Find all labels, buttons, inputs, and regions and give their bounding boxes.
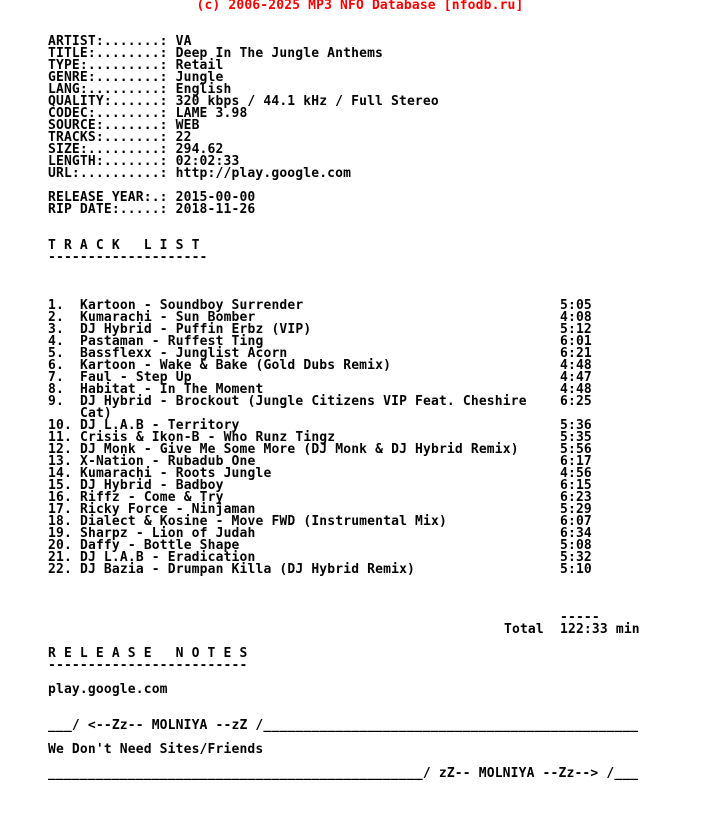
track-time: 6:25 bbox=[560, 394, 592, 409]
info-size: SIZE:.........: 294.62 bbox=[48, 142, 224, 157]
track-time: 5:36 bbox=[560, 418, 592, 433]
track-time: 4:48 bbox=[560, 382, 592, 397]
track-time: 4:47 bbox=[560, 370, 592, 385]
track-number: 17. bbox=[48, 502, 72, 517]
track-number: 8. bbox=[48, 382, 64, 397]
track-number: 9. bbox=[48, 394, 64, 409]
track-number: 16. bbox=[48, 490, 72, 505]
track-time: 6:34 bbox=[560, 526, 592, 541]
release-year: RELEASE YEAR:.: 2015-00-00 bbox=[48, 190, 256, 205]
total-value: 122:33 min bbox=[560, 622, 640, 637]
info-url: URL:..........: http://play.google.com bbox=[48, 166, 352, 181]
track-name: Daffy - Bottle Shape bbox=[80, 538, 240, 553]
track-name: Kumarachi - Roots Jungle bbox=[80, 466, 272, 481]
track-time: 4:56 bbox=[560, 466, 592, 481]
info-lang: LANG:.........: English bbox=[48, 82, 232, 97]
track-name: Kartoon - Wake & Bake (Gold Dubs Remix) bbox=[80, 358, 392, 373]
track-time: 4:48 bbox=[560, 358, 592, 373]
info-type: TYPE:.........: Retail bbox=[48, 58, 224, 73]
track-time: 6:23 bbox=[560, 490, 592, 505]
track-name: Riffz - Come & Try bbox=[80, 490, 224, 505]
info-tracks: TRACKS:.......: 22 bbox=[48, 130, 192, 145]
info-codec: CODEC:........: LAME 3.98 bbox=[48, 106, 248, 121]
track-name: DJ L.A.B - Territory bbox=[80, 418, 240, 433]
track-name: Kumarachi - Sun Bomber bbox=[80, 310, 256, 325]
track-name: Kartoon - Soundboy Surrender bbox=[80, 298, 304, 313]
track-name: Crisis & Ikon-B - Who Runz Tingz bbox=[80, 430, 336, 445]
track-name: DJ Hybrid - Puffin Erbz (VIP) bbox=[80, 322, 312, 337]
track-time: 6:15 bbox=[560, 478, 592, 493]
track-number: 20. bbox=[48, 538, 72, 553]
track-time: 6:17 bbox=[560, 454, 592, 469]
track-number: 1. bbox=[48, 298, 64, 313]
info-genre: GENRE:........: Jungle bbox=[48, 70, 224, 85]
track-time: 5:05 bbox=[560, 298, 592, 313]
track-name: Pastaman - Ruffest Ting bbox=[80, 334, 264, 349]
track-time: 5:35 bbox=[560, 430, 592, 445]
track-name: DJ Bazia - Drumpan Killa (DJ Hybrid Remix) bbox=[80, 562, 416, 577]
release-notes-underline: ------------------------- bbox=[48, 658, 248, 673]
track-number: 21. bbox=[48, 550, 72, 565]
signature-bottom: _______________________________________________/ zZ-- MOLNIYA --Zz--> /___ bbox=[48, 766, 639, 781]
release-notes-heading: R E L E A S E N O T E S bbox=[48, 646, 248, 661]
tracklist-underline: -------------------- bbox=[48, 250, 208, 265]
tracklist-heading: T R A C K L I S T bbox=[48, 238, 200, 253]
track-time: 5:12 bbox=[560, 322, 592, 337]
track-number: 10. bbox=[48, 418, 72, 433]
track-number: 14. bbox=[48, 466, 72, 481]
signature-top: ___/ <--Zz-- MOLNIYA --zZ /_______________________________________________ bbox=[48, 718, 639, 733]
track-time: 5:29 bbox=[560, 502, 592, 517]
release-notes-text: play.google.com bbox=[48, 682, 168, 697]
track-number: 13. bbox=[48, 454, 72, 469]
track-time: 5:08 bbox=[560, 538, 592, 553]
info-length: LENGTH:.......: 02:02:33 bbox=[48, 154, 240, 169]
rip-date: RIP DATE:.....: 2018-11-26 bbox=[48, 202, 256, 217]
track-time: 5:10 bbox=[560, 562, 592, 577]
track-time: 6:01 bbox=[560, 334, 592, 349]
track-number: 5. bbox=[48, 346, 64, 361]
track-number: 4. bbox=[48, 334, 64, 349]
database-header: (c) 2006-2025 MP3 NFO Database [nfodb.ru] bbox=[196, 0, 524, 13]
track-name: DJ L.A.B - Eradication bbox=[80, 550, 256, 565]
track-number: 12. bbox=[48, 442, 72, 457]
track-number: 18. bbox=[48, 514, 72, 529]
track-time: 5:32 bbox=[560, 550, 592, 565]
track-name: Habitat - In The Moment bbox=[80, 382, 264, 397]
track-time: 4:08 bbox=[560, 310, 592, 325]
track-name: Dialect & Kosine - Move FWD (Instrumental Mix) bbox=[80, 514, 447, 529]
track-name: X-Nation - Rubadub One bbox=[80, 454, 256, 469]
track-time: 6:07 bbox=[560, 514, 592, 529]
track-number: 11. bbox=[48, 430, 72, 445]
track-number: 19. bbox=[48, 526, 72, 541]
info-quality: QUALITY:......: 320 kbps / 44.1 kHz / Full Stereo bbox=[48, 94, 439, 109]
track-number: 3. bbox=[48, 322, 64, 337]
track-number: 15. bbox=[48, 478, 72, 493]
track-number: 7. bbox=[48, 370, 64, 385]
track-name: DJ Hybrid - Brockout (Jungle Citizens VIP Feat. Cheshire bbox=[80, 394, 527, 409]
track-name: DJ Hybrid - Badboy bbox=[80, 478, 224, 493]
track-name: Bassflexx - Junglist Acorn bbox=[80, 346, 288, 361]
track-name: Ricky Force - Ninjaman bbox=[80, 502, 256, 517]
track-name: Faul - Step Up bbox=[80, 370, 192, 385]
track-number: 2. bbox=[48, 310, 64, 325]
total-label: Total bbox=[504, 622, 544, 637]
track-name-continued: Cat) bbox=[80, 406, 112, 421]
info-title: TITLE:........: Deep In The Jungle Anthems bbox=[48, 46, 384, 61]
track-number: 6. bbox=[48, 358, 64, 373]
track-name: Sharpz - Lion of Judah bbox=[80, 526, 256, 541]
tagline: We Don't Need Sites/Friends bbox=[48, 742, 264, 757]
track-name: DJ Monk - Give Me Some More (DJ Monk & DJ Hybrid Remix) bbox=[80, 442, 519, 457]
track-number: 22. bbox=[48, 562, 72, 577]
track-time: 6:21 bbox=[560, 346, 592, 361]
info-source: SOURCE:.......: WEB bbox=[48, 118, 200, 133]
total-separator: ----- bbox=[560, 610, 600, 625]
info-artist: ARTIST:.......: VA bbox=[48, 34, 192, 49]
track-time: 5:56 bbox=[560, 442, 592, 457]
